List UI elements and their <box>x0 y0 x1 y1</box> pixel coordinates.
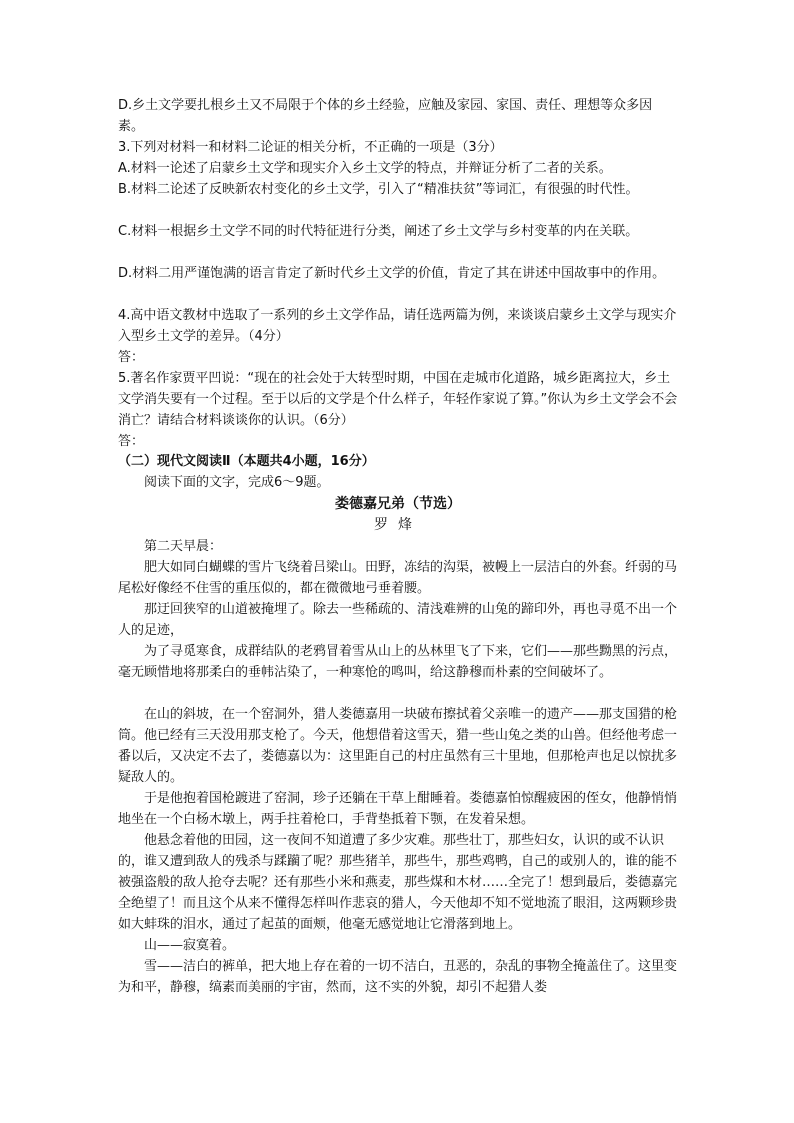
answer-label: 答： <box>118 434 145 449</box>
section-instruction: 阅读下面的文字，完成6～9题。 <box>144 475 330 490</box>
q2-option-d: D.乡土文学要扎根乡土又不局限于个体的乡土经验，应触及家园、家国、责任、理想等众多因素。 <box>118 98 653 134</box>
q4-stem: 4.高中语文教材中选取了一系列的乡土文学作品，请任选两篇为例，来谈谈启蒙乡土文学与现实介入型乡土文学的差异。（4分） <box>118 308 677 344</box>
passage-title: 娄德嘉兄弟（节选） <box>335 496 461 512</box>
q3-option-c: C.材料一根据乡土文学不同的时代特征进行分类，阐述了乡土文学与乡村变革的内在关联。 <box>118 224 639 239</box>
answer-label: 答： <box>118 350 145 365</box>
q3-option-d: D.材料二用严谨饱满的语言肯定了新时代乡土文学的价值，肯定了其在讲述中国故事中的作用。 <box>118 266 666 281</box>
passage-paragraph: 为了寻觅寒食，成群结队的老鸦冒着雪从山上的丛林里飞了下来，它们——那些黝黑的污点，毫无顾惜地将那柔白的垂帏沾染了，一种寒怆的鸣叫，给这静穆而朴素的空间破坏了。 <box>118 644 678 680</box>
passage-paragraph: 在山的斜坡，在一个窑洞外，猎人娄德嘉用一块破布擦拭着父亲唯一的遗产——那支国猎的枪筒。他已经有三天没用那支枪了。今天，他想借着这雪天，猎一些山兔之类的山兽。但经他考虑一番以后，又决定不去了，娄德嘉以为：这里距自己的村庄虽然有三十里地，但那枪声也足以惊扰多疑敌人的。 <box>118 707 678 785</box>
passage-paragraph: 雪——洁白的裤单，把大地上存在着的一切不洁白，丑恶的，杂乱的事物全掩盖住了。这里变为和平，静穆，缟素而美丽的宇宙，然而，这不实的外貌，却引不起猎人娄 <box>118 959 678 995</box>
q3-stem: 3.下列对材料一和材料二论证的相关分析，不正确的一项是（3分） <box>118 140 503 155</box>
section-heading: （二）现代文阅读Ⅱ（本题共4小题，16分） <box>118 454 375 469</box>
passage-paragraph: 第二天早晨： <box>144 539 223 554</box>
passage-paragraph: 于是他抱着国枪踱进了窑洞，珍子还躺在干草上酣睡着。娄德嘉怕惊醒疲困的侄女，他静悄悄地坐在一个白杨木墩上，两手拄着枪口，手背垫抵着下颚，在发着呆想。 <box>118 791 678 827</box>
q3-option-a: A.材料一论述了启蒙乡土文学和现实介入乡土文学的特点，并辩证分析了二者的关系。 <box>118 161 612 176</box>
q3-option-b: B.材料二论述了反映新农村变化的乡土文学，引入了“精准扶贫”等词汇，有很强的时代性。 <box>118 182 639 197</box>
passage-paragraph: 他悬念着他的田园，这一夜间不知道遭了多少灾难。那些壮丁，那些妇女，认识的或不认识的，谁又遭到敌人的残杀与蹂躏了呢？那些猪羊，那些牛，那些鸡鸭，自己的或别人的，谁的能不被强盗般的敌人抢夺去呢？还有那些小米和燕麦，那些煤和木材……全完了！想到最后，娄德嘉完全绝望了！而且这个从来不懂得怎样叫作悲哀的猎人，今天他却不知不觉地流了眼泪，这两颗珍贵如大蚌珠的泪水，通过了起茧的面颊，他毫无感觉地让它滑落到地上。 <box>118 833 678 932</box>
passage-author: 罗烽 <box>374 517 422 533</box>
q5-stem: 5.著名作家贾平凹说：“现在的社会处于大转型时期，中国在走城市化道路，城乡距离拉大，乡土文学消失要有一个过程。至于以后的文学是个什么样子，年轻作家说了算。”你认为乡土文学会不会消亡？请结合材料谈谈你的认识。（6分） <box>118 371 678 428</box>
passage-paragraph: 那迂回狭窄的山道被掩埋了。除去一些稀疏的、清浅难辨的山兔的蹄印外，再也寻觅不出一个人的足迹， <box>118 602 678 638</box>
passage-paragraph: 山——寂寞着。 <box>144 938 236 953</box>
passage-paragraph: 肥大如同白蝴蝶的雪片飞绕着吕梁山。田野，冻结的沟渠，被幔上一层洁白的外套。纤弱的马尾松好像经不住雪的重压似的，都在微微地弓垂着腰。 <box>118 560 678 596</box>
